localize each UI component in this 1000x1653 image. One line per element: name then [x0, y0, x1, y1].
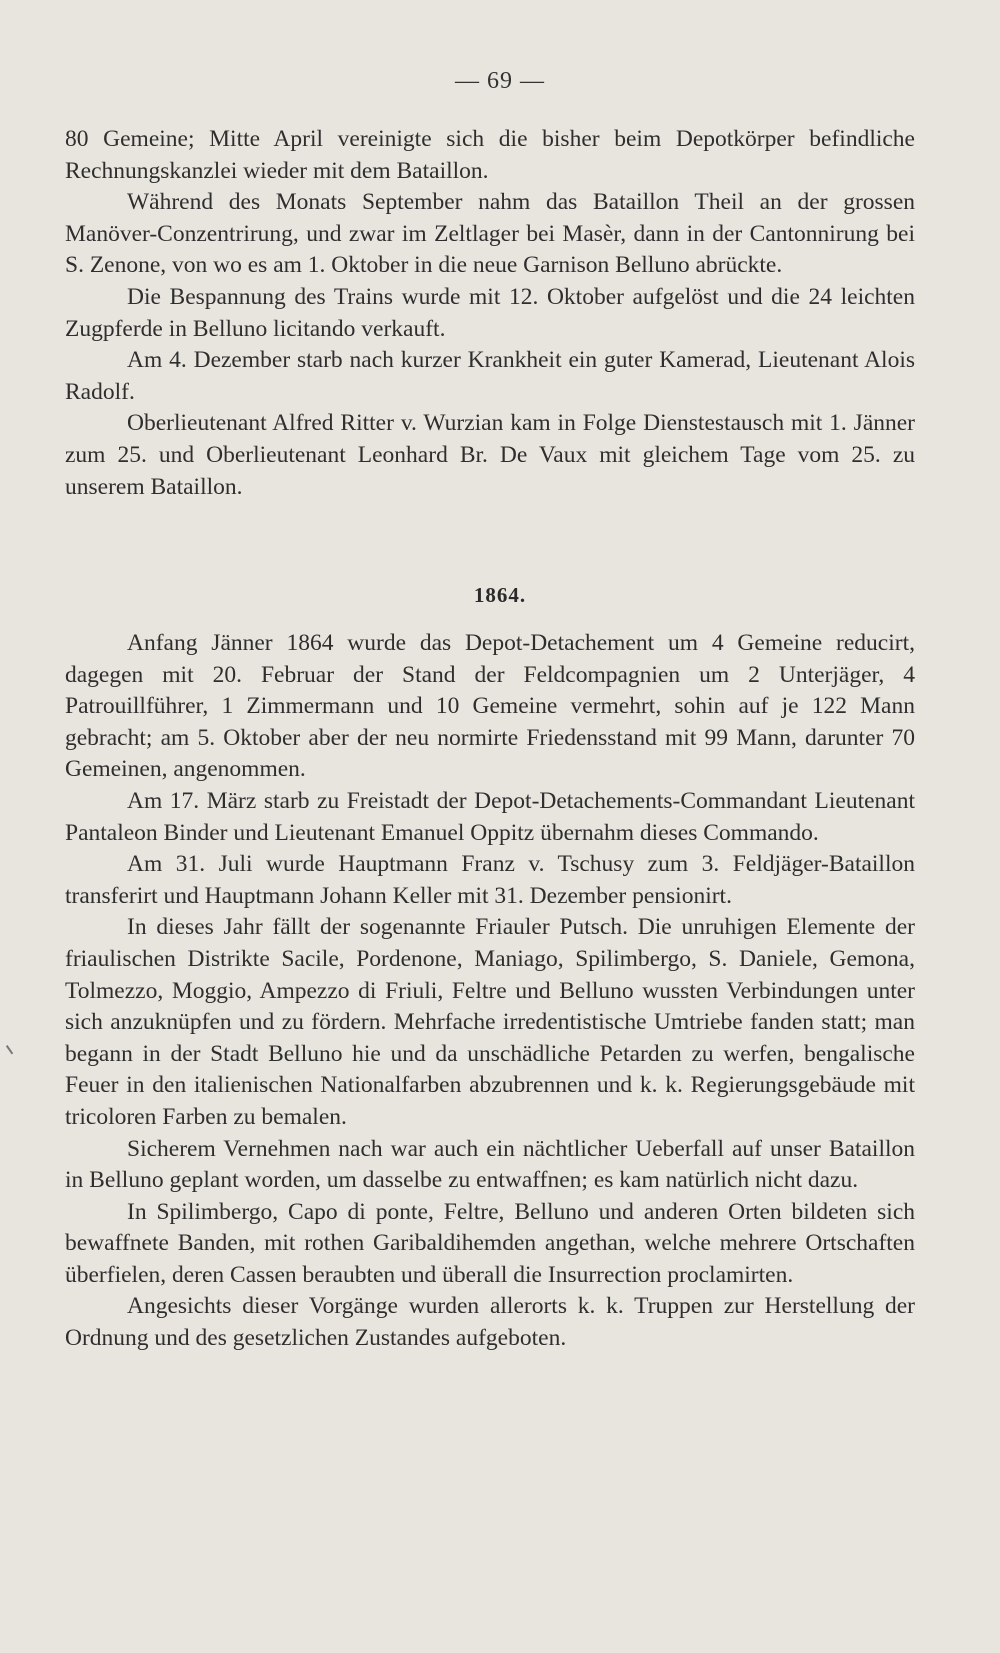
paragraph-depot-detachement: Anfang Jänner 1864 wurde das Depot-Detachement um 4 Gemeine reducirt, dagegen mit 20. Februar der Stand der Feldcompagnien um 2 Unterjäger, 4 Patrouillführer, 1 Zimmermann und 10 Gemeine vermehrt, sohin auf je 122 Mann gebracht; am 5. Oktober aber der neu normirte Friedensstand mit 99 Mann, darunter 70 Gemeinen, angenommen.: [65, 630, 915, 783]
year-heading: 1864.: [473, 583, 527, 607]
paragraph-manoever: Während des Monats September nahm das Bataillon Theil an der grossen Manöver-Conzentrirung, und zwar im Zeltlager bei Masèr, dann in der Cantonnirung bei S. Zenone, von wo es am 1. Oktober in die neue Garnison Belluno abrückte.: [65, 189, 915, 279]
text-section-1864: [65, 628, 915, 1355]
page-number: — 69 —: [455, 68, 545, 94]
paragraph-ueberfall: Sicherem Vernehmen nach war auch ein nächtlicher Ueberfall auf unser Bataillon in Belluno geplant worden, um dasselbe zu entwaffnen; es kam natürlich nicht dazu.: [65, 1135, 915, 1194]
paragraph-truppen: Angesichts dieser Vorgänge wurden allerorts k. k. Truppen zur Herstellung der Ordnung und des gesetzlichen Zustandes aufgeboten.: [65, 1293, 915, 1352]
paragraph-banden: In Spilimbergo, Capo di ponte, Feltre, Belluno und anderen Orten bildeten sich bewaffnete Banden, mit rothen Garibaldihemden angethan, welche mehrere Ortschaften überfielen, deren Cassen beraubten und überall die Insurrection proclamirten.: [65, 1198, 915, 1288]
paragraph-bespannung: Die Bespannung des Trains wurde mit 12. Oktober aufgelöst und die 24 leichten Zugpferde in Belluno licitando verkauft.: [65, 283, 915, 342]
paragraph-wurzian: Oberlieutenant Alfred Ritter v. Wurzian kam in Folge Dienstestausch mit 1. Jänner zum 25. und Oberlieutenant Leonhard Br. De Vaux mit gleichem Tage vom 25. zu unserem Bataillon.: [65, 410, 915, 500]
paragraph-binder: Am 17. März starb zu Freistadt der Depot-Detachements-Commandant Lieutenant Pantaleon Binder und Lieutenant Emanuel Oppitz übernahm dieses Commando.: [65, 787, 915, 846]
paragraph-tschusy: Am 31. Juli wurde Hauptmann Franz v. Tschusy zum 3. Feldjäger-Bataillon transferirt und Hauptmann Johann Keller mit 31. Dezember pensionirt.: [65, 851, 915, 909]
paragraph-radolf: Am 4. Dezember starb nach kurzer Krankheit ein guter Kamerad, Lieutenant Alois Radolf.: [65, 347, 915, 405]
text-section-1863: [65, 124, 915, 503]
paragraph-friauler-putsch: In dieses Jahr fällt der sogenannte Friauler Putsch. Die unruhigen Elemente der friaulischen Distrikte Sacile, Pordenone, Maniago, Spilimbergo, S. Daniele, Gemona, Tolmezzo, Moggio, Ampezzo di Friuli, Feltre und Belluno wussten Verbindungen unter sich anzuknüpfen und zu fördern. Mehrfache irredentistische Umtriebe fanden statt; man begann in der Stadt Belluno hie und da unschädliche Petarden zu werfen, bengalische Feuer in den italienischen Nationalfarben abzubrennen und k. k. Regierungsgebäude mit tricoloren Farben zu bemalen.: [65, 914, 915, 1130]
margin-mark: [6, 1042, 18, 1055]
continuation-paragraph: 80 Gemeine; Mitte April vereinigte sich die bisher beim Depotkörper befindliche Rechnungskanzlei wieder mit dem Bataillon.: [65, 126, 915, 184]
